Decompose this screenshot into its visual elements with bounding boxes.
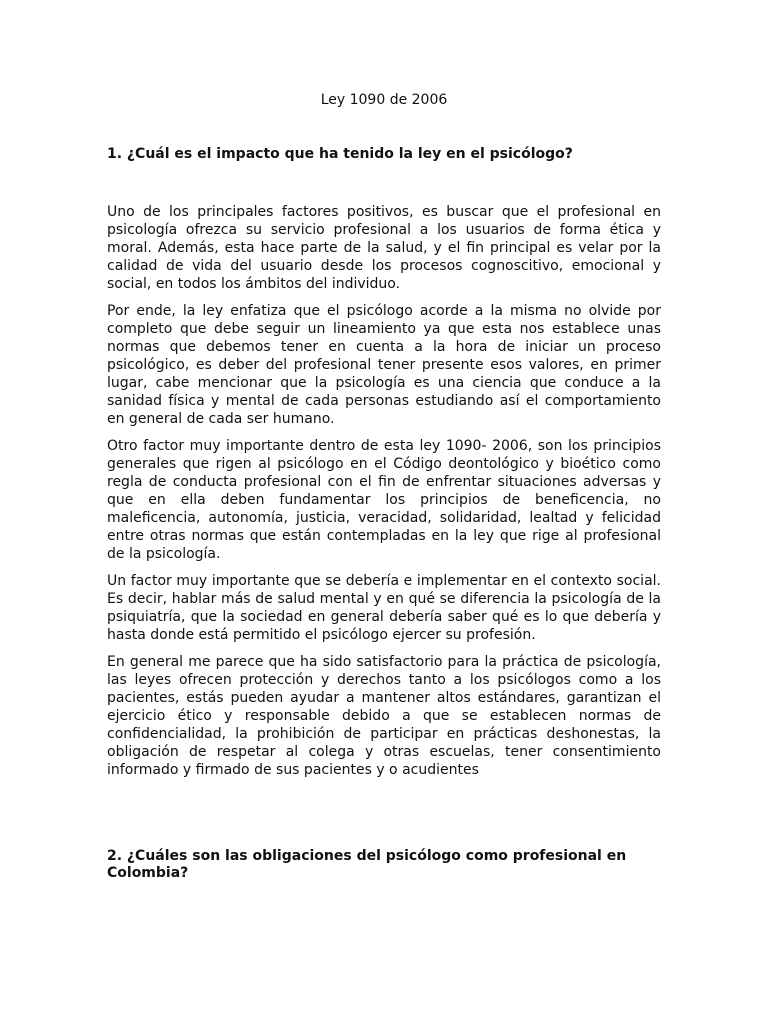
question-heading-1: 1. ¿Cuál es el impacto que ha tenido la ley en el psicólogo? (107, 146, 573, 162)
question-heading-2: 2. ¿Cuáles son las obligaciones del psicólogo como profesional en Colombia? (107, 847, 627, 881)
paragraph-4: Un factor muy importante que se debería e implementar en el contexto social. Es decir, hablar más de salud mental y en qué se diferencia la psicología de la psiquiatría, que la sociedad en general debería saber qué es lo que debería y hasta donde está permitido el psicólogo ejercer su profesión. (107, 572, 661, 643)
paragraph-3: Otro factor muy importante dentro de esta ley 1090- 2006, son los principios generales que rigen al psicólogo en el Código deontológico y bioético como regla de conducta profesional con el fin de enfrentar situaciones adversas y que en ella deben fundamentar los principios de beneficencia, no maleficencia, autonomía, justicia, veracidad, solidaridad, lealtad y felicidad entre otras normas que están contempladas en la ley que rige al profesional de la psicología. (107, 437, 661, 562)
document-body (107, 91, 661, 883)
paragraph-2: Por ende, la ley enfatiza que el psicólogo acorde a la misma no olvide por completo que debe seguir un lineamiento ya que esta nos establece unas normas que debemos tener en cuenta a la hora de iniciar un proceso psicológico, es deber del profesional tener presente esos valores, en primer lugar, cabe mencionar que la psicología es una ciencia que conduce a la sanidad física y mental de cada personas estudiando así el comportamiento en general de cada ser humano. (107, 302, 661, 427)
document-title: Ley 1090 de 2006 (320, 92, 448, 108)
paragraph-5: En general me parece que ha sido satisfactorio para la práctica de psicología, las leyes ofrecen protección y derechos tanto a los psicólogos como a los pacientes, estás pueden ayudar a mantener altos estándares, garantizan el ejercicio ético y responsable debido a que se establecen normas de confidencialidad, la prohibición de participar en prácticas deshonestas, la obligación de respetar al colega y otras escuelas, tener consentimiento informado y firmado de sus pacientes y o acudientes (107, 653, 661, 778)
paragraph-1: Uno de los principales factores positivos, es buscar que el profesional en psicología ofrezca su servicio profesional a los usuarios de forma ética y moral. Además, esta hace parte de la salud, y el fin principal es velar por la calidad de vida del usuario desde los procesos cognoscitivo, emocional y social, en todos los ámbitos del individuo. (107, 203, 661, 292)
